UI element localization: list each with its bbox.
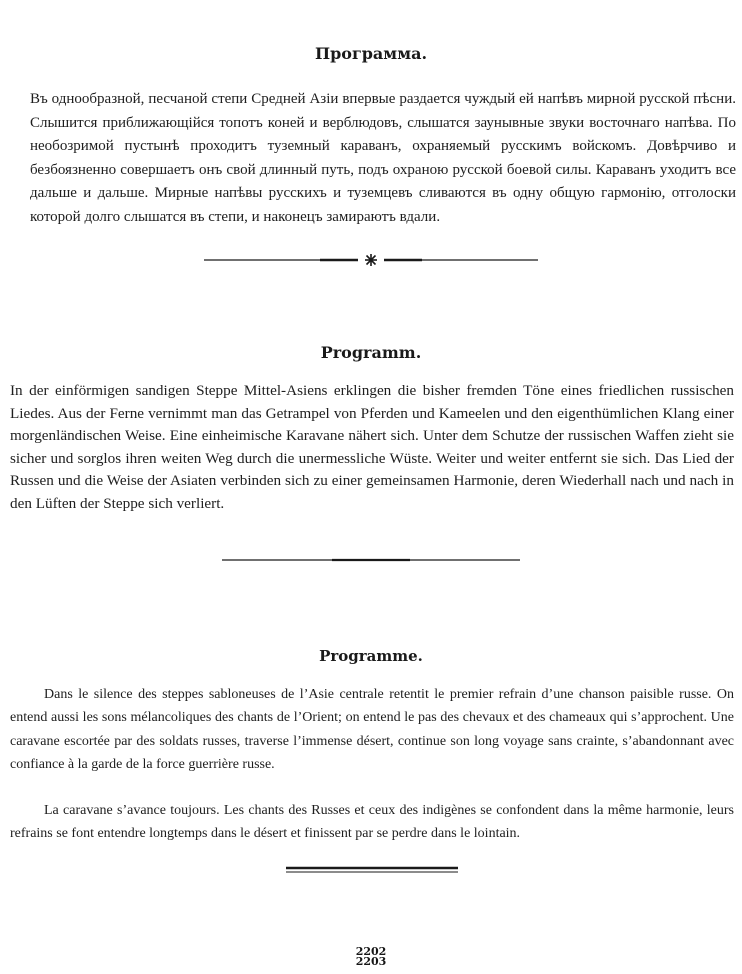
double-rule [284, 866, 460, 874]
ornamental-divider [200, 252, 542, 268]
plate-number-bottom: 2203 [355, 955, 387, 968]
french-section-title: Programme. [319, 647, 423, 665]
french-program-paragraph-2: La caravane s’avance toujours. Les chants des Russes et ceux des indigènes se confondent dans la même harmonie, leurs refrains se font entendre longtemps dans le désert et finissent par se perdre dans le lointain. [10, 803, 734, 842]
russian-program-text: Въ однообразной, песчаной степи Средней Азiи впервые раздается чуждый ей напѣвъ мирной русской пѣсни. Слышится приближающiйся топотъ коней и верблюдовъ, слышатся заунывные звуки восточнаго напѣва. По необозримой пустынѣ проходитъ туземный караванъ, охраняемый русскимъ войскомъ. Довѣрчиво и безбоязненно совершаетъ онъ свой длинный путь, подъ охраною русской боевой силы. Караванъ уходитъ все дальше и дальше. Мирные напѣвы русскихъ и туземцевъ сливаются въ одну общую гармонiю, отголоски которой долго слышатся въ степи, и наконецъ замираютъ вдали. [30, 91, 736, 225]
german-section-title: Programm. [320, 343, 422, 362]
plate-number-top: 2202 [355, 945, 387, 958]
russian-section-title: Программа. [314, 44, 428, 63]
german-program-text: In der einförmigen sandigen Steppe Mittel-Asiens erklingen die bisher fremden Töne eines friedlichen russischen Liedes. Aus der Ferne vernimmt man das Getrampel von Pferden und Kameelen und den eigenthümlichen Klang einer morgenländischen Weise. Eine einheimische Karavane nähert sich. Unter dem Schutze der russischen Waffen zieht sie sicher und sorglos ihren weiten Weg durch die unermessliche Wüste. Weiter und weiter entfernt sie sich. Das Lied der Russen und die Weise der Asiaten verbinden sich zu einer gemeinsamen Harmonie, deren Wiederhall nach und nach in den Lüften der Steppe sich verliert. [10, 382, 734, 512]
divider-line [220, 555, 522, 565]
french-program-paragraph-1: Dans le silence des steppes sabloneuses de l’Asie centrale retentit le premier refrain d’une chanson paisible russe. On entend aussi les sons mélancoliques des chants de l’Orient; on entend le pas des chevaux et des chameaux qui s’approchent. Une caravane escortée par des soldats russes, traverse l’immense désert, continue son long voyage sans crainte, s’abandonnant avec confiance à la garde de la force guerrière russe. [10, 687, 734, 772]
